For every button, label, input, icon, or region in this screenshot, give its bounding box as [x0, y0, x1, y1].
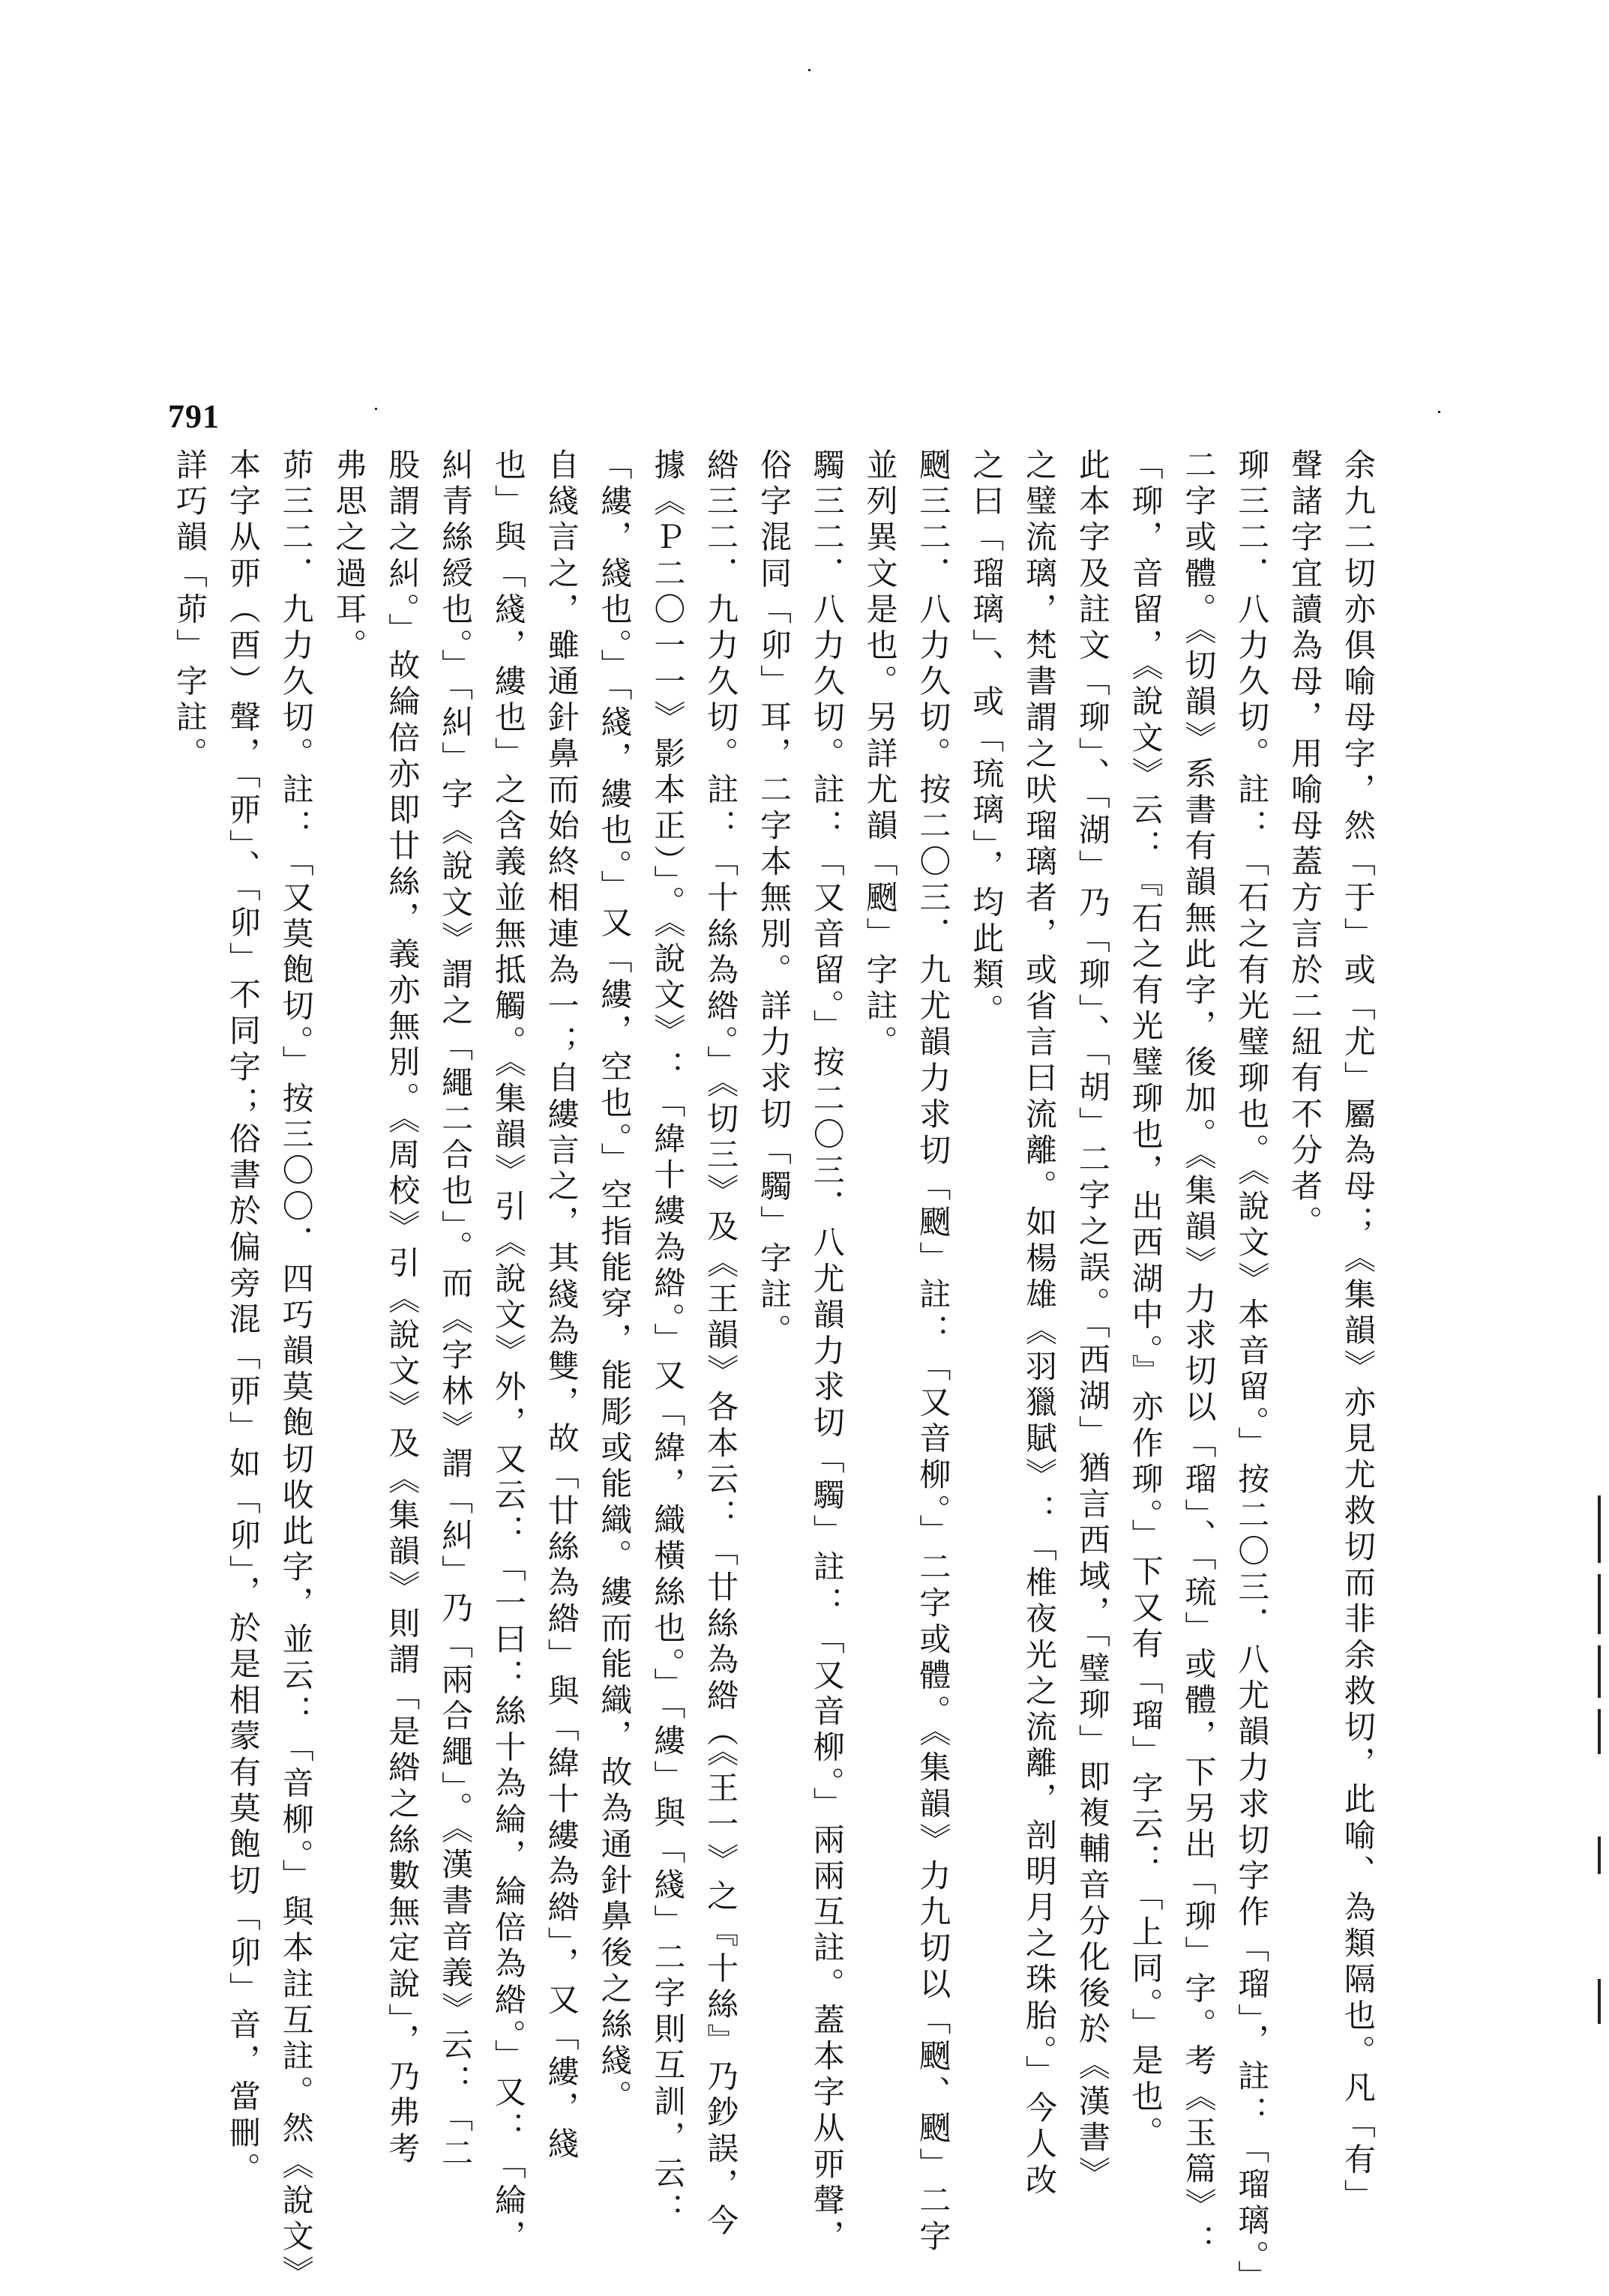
scan-mark — [1598, 1495, 1601, 1563]
text-column: 之璧流璃，梵書謂之吠瑠璃者，或省言曰流離。如楊雄《羽獵賦》：「椎夜光之流離，剖明月之珠胎。」今人改 — [1021, 448, 1058, 2199]
scan-mark — [1598, 1574, 1601, 1634]
text-column: 珋三二．八力久切。註：「石之有光璧珋也。《說文》本音留。」按二〇三．八尤韻力求切字作「瑠」，註：「瑠璃。」 — [1233, 448, 1271, 2296]
scan-dot — [808, 69, 810, 71]
text-column: 綹三二．九力久切。註：「十絲為綹。」《切三》及《王韻》各本云：「廿絲為綹（《王一》之『十絲』乃鈔誤，今 — [703, 448, 740, 2241]
text-column: 「縷，綫也。」「綫，縷也。」又「縷，空也。」空指能穿，能彫或能織。縷而能織，故為通針鼻後之絲綫。 — [596, 448, 634, 2116]
scan-mark — [1598, 1645, 1601, 1698]
text-column: 股謂之糾。」故綸倍亦即廿絲，義亦無別。《周校》引《說文》及《集韻》則謂「是綹之絲數無定說」，乃弗考 — [384, 448, 421, 2168]
text-column: 據《Ｐ二〇一一》影本正）」。《說文》：「緯十縷為綹。」又「緯，織橫絲也。」「縷」與「綫」二字則互訓，云： — [649, 448, 687, 2229]
text-column: 之曰「瑠璃」、或「琉璃」，均此類。 — [968, 448, 1005, 1030]
page-number: 791 — [168, 398, 220, 435]
text-column: 自綫言之，雖通針鼻而始終相連為一；自縷言之，其綫為雙，故「廿絲為綹」與「緯十縷為綹」，又「縷，綫 — [543, 448, 580, 2163]
body-text — [166, 448, 1381, 2296]
scan-mark — [1598, 1837, 1601, 1874]
text-column: 二字或體。《切韻》系書有韻無此字，後加。《集韻》力求切以「瑠」、「琉」或體，下另出「珋」字。考《玉篇》： — [1180, 448, 1218, 2261]
text-column: 茆三二．九力久切。註：「又莫飽切。」按三〇〇．四巧韻莫飽切收此字，並云：「音柳。」與本註互註。然《說文》 — [277, 448, 315, 2292]
text-column: 聲諸字宜讀為母，用喻母蓋方言於二紐有不分者。 — [1287, 448, 1324, 1242]
text-column: 颲三二．八力久切。按二〇三．九尤韻力求切「颲」註：「又音柳。」二字或體。《集韻》力九切以「颲、颲」二字 — [915, 448, 952, 2256]
text-column: 此本字及註文「珋」、「湖」乃「珋」、「胡」二字之誤。「西湖」猶言西域，「璧珋」即複輔音分化後於《漢書》 — [1074, 448, 1111, 2193]
text-column: 俗字混同「卯」耳，二字本無別。詳力求切「䮷」字註。 — [755, 448, 793, 1350]
scan-dot — [1438, 411, 1440, 413]
text-column: 詳巧韻「茆」字註。 — [172, 448, 208, 773]
text-column: 弗思之過耳。 — [331, 448, 368, 665]
scan-dot — [375, 408, 377, 410]
text-column: 糾青絲綬也。」「糾」字《說文》謂之「繩二合也」。而《字林》謂「糾」乃「兩合繩」。《漢書音義》云：「二 — [437, 448, 475, 2172]
text-column: 也」與「綫，縷也」之含義並無抵觸。《集韻》引《說文》外，又云：「一曰：絲十為綸，綸倍為綹。」又：「綸， — [490, 448, 527, 2256]
text-column: 䮷三二．八力久切。註：「又音留。」按二〇三．八尤韻力求切「䮷」註：「又音柳。」兩兩互註。蓋本字从丣聲， — [808, 448, 846, 2256]
text-column: 本字从丣（酉）聲，「丣」、「卯」不同字；俗書於偏旁混「丣」如「卯」，於是相蒙有莫飽切「卯」音，當刪。 — [224, 448, 262, 2188]
text-column: 並列異文是也。另詳尤韻「颲」字註。 — [861, 448, 899, 1061]
text-column: 「珋，音留，《說文》云：『石之有光璧珋也，出西湖中。』亦作珋。」下又有「瑠」字云：「上同。」是也。 — [1127, 448, 1164, 2152]
text-column: 余九二切亦俱喻母字，然「于」或「尤」屬為母；《集韻》亦見尤救切而非余救切，此喻、為類隔也。凡「有」 — [1339, 448, 1377, 2215]
scan-mark — [1598, 1979, 1601, 2024]
scan-mark — [1598, 1709, 1601, 1754]
